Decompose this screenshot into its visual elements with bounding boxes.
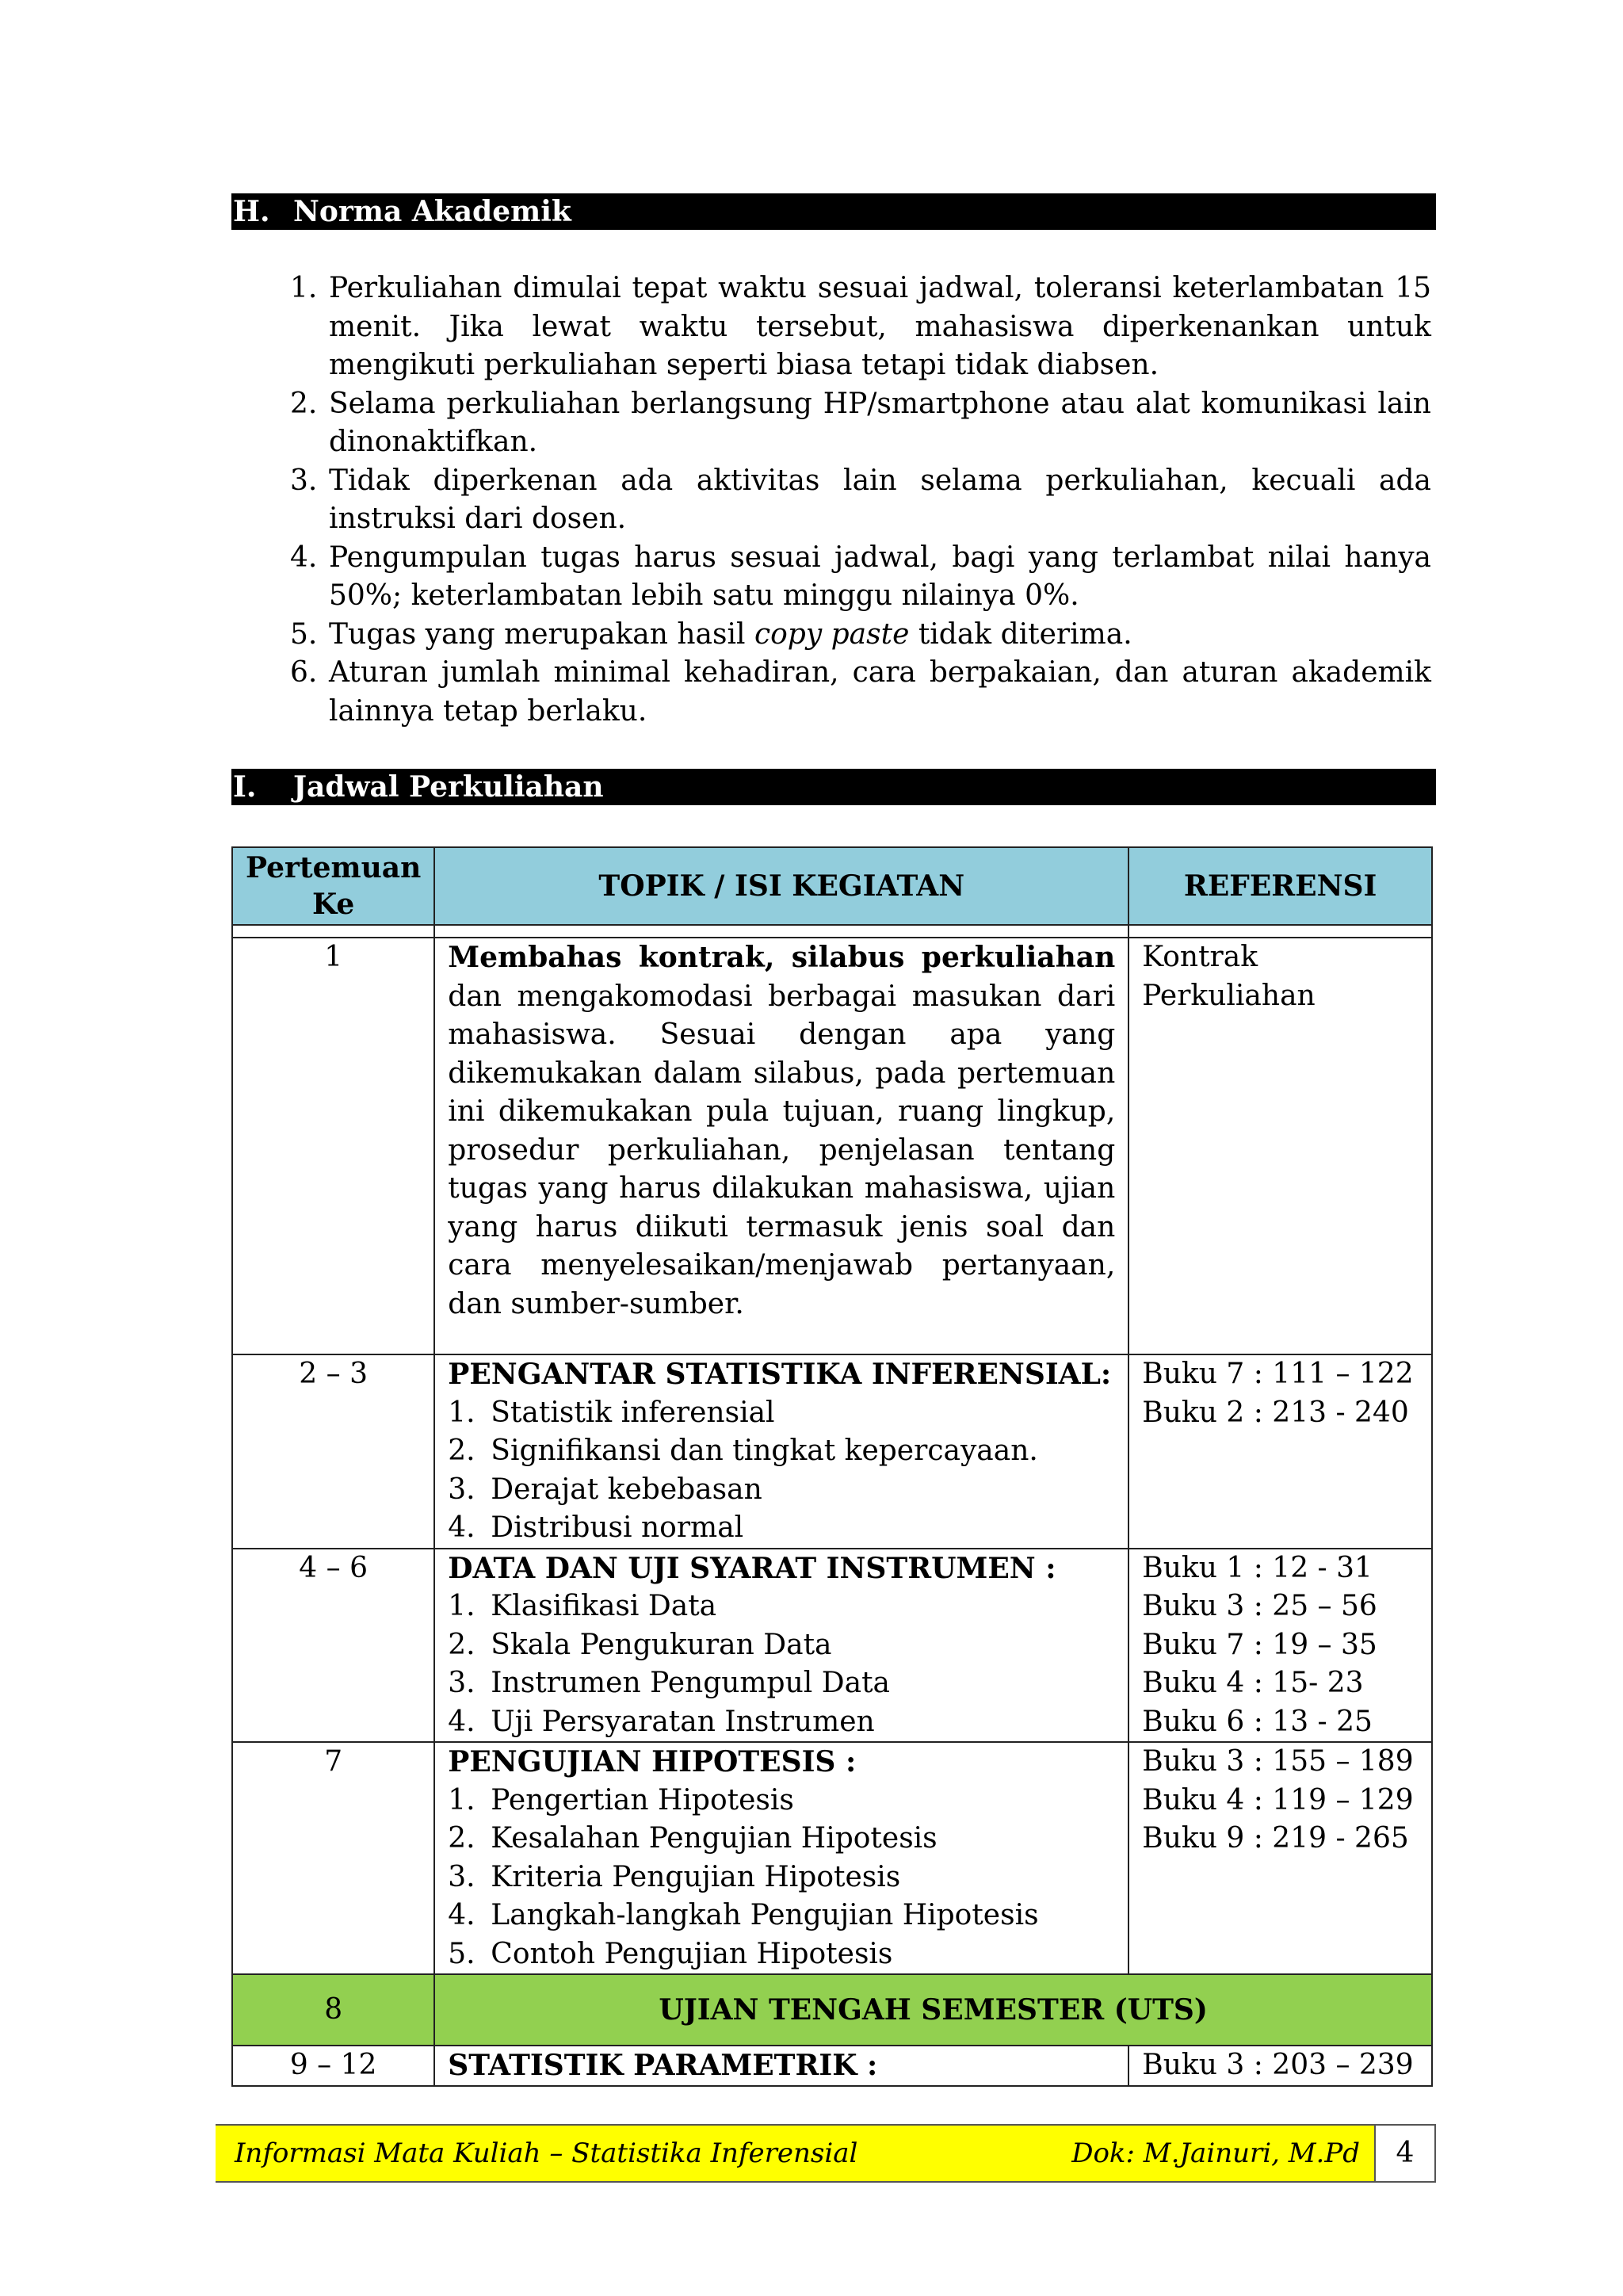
reference-cell: Kontrak Perkuliahan: [1128, 938, 1432, 1354]
list-item: [290, 654, 1431, 731]
list-item: [290, 462, 1431, 539]
section-heading-jadwal-perkuliahan: [231, 769, 1436, 805]
list-text: tidak diterima.: [909, 617, 1132, 651]
list-number: 1.: [290, 272, 318, 304]
list-item: 2. Skala Pengukuran Data: [448, 1628, 832, 1661]
list-text: Tidak diperkenan ada aktivitas lain selama perkuliahan, kecuali ada instruksi dari dosen.: [329, 464, 1431, 535]
list-text-italic: copy paste: [754, 617, 910, 651]
meeting-cell: 2 – 3: [232, 1354, 434, 1549]
page-number: 4: [1374, 2124, 1436, 2183]
page-footer: [216, 2124, 1436, 2183]
reference-item: Buku 3 : 155 – 189: [1142, 1745, 1414, 1778]
list-text: Aturan jumlah minimal kehadiran, cara berpakaian, dan aturan akademik lainnya tetap berlaku.: [329, 656, 1431, 728]
reference-item: Buku 3 : 25 – 56: [1142, 1590, 1377, 1622]
header-reference: REFERENSI: [1128, 847, 1432, 925]
list-item: 2. Kesalahan Pengujian Hipotesis: [448, 1822, 938, 1855]
section-heading-norma-akademik: [231, 193, 1436, 230]
footer-course-info: Informasi Mata Kuliah – Statistika Inferensial: [235, 2137, 858, 2169]
list-number: 2.: [290, 387, 318, 420]
reference-item: Buku 3 : 203 – 239: [1128, 2046, 1432, 2086]
reference-item: Buku 4 : 119 – 129: [1142, 1783, 1414, 1817]
reference-item: Buku 6 : 13 - 25: [1142, 1705, 1373, 1738]
topic-title: DATA DAN UJI SYARAT INSTRUMEN :: [448, 1551, 1056, 1585]
footer-band: [216, 2124, 1374, 2183]
meeting-cell: 7: [232, 1742, 434, 1974]
reference-item: Buku 7 : 19 – 35: [1142, 1628, 1377, 1661]
topic-title: STATISTIK PARAMETRIK :: [434, 2046, 1128, 2086]
list-text: Tugas yang merupakan hasil: [329, 617, 754, 651]
list-number: 5.: [290, 617, 318, 651]
meeting-cell: 8: [232, 1974, 434, 2046]
table-spacer-row: [232, 925, 1432, 938]
list-item: 1. Klasifikasi Data: [448, 1590, 717, 1622]
list-item: 4. Distribusi normal: [448, 1511, 744, 1544]
norma-list: [290, 269, 1431, 731]
list-item: 3. Derajat kebebasan: [448, 1473, 762, 1506]
topic-title: PENGUJIAN HIPOTESIS :: [448, 1745, 857, 1778]
table-row: [232, 1742, 1432, 1974]
header-meeting: Pertemuan Ke: [232, 847, 434, 925]
topic-cell: [434, 1549, 1128, 1743]
topic-cell: [434, 1354, 1128, 1549]
section-letter: I.: [233, 770, 257, 804]
list-number: 4.: [290, 541, 318, 574]
header-topic: TOPIK / ISI KEGIATAN: [434, 847, 1128, 925]
footer-author: Dok: M.Jainuri, M.Pd: [1071, 2137, 1360, 2169]
table-row: [232, 2046, 1432, 2086]
list-text: Perkuliahan dimulai tepat waktu sesuai jadwal, toleransi keterlambatan 15 menit. Jika lewat waktu tersebut, mahasiswa diperkenankan untuk mengikuti perkuliahan seperti biasa tetapi tidak diabsen.: [329, 272, 1431, 381]
list-item: [290, 539, 1431, 616]
reference-item: Buku 2 : 213 - 240: [1142, 1396, 1409, 1429]
table-row: [232, 938, 1432, 1354]
reference-cell: [1128, 1354, 1432, 1549]
list-item: 5. Contoh Pengujian Hipotesis: [448, 1937, 893, 1970]
topic-title: Membahas kontrak, silabus perkuliahan: [448, 941, 1116, 974]
topic-sublist: [448, 1782, 1115, 1974]
list-item: 1. Pengertian Hipotesis: [448, 1783, 794, 1817]
list-item: 4. Langkah-langkah Pengujian Hipotesis: [448, 1899, 1039, 1931]
list-item: 3. Kriteria Pengujian Hipotesis: [448, 1860, 901, 1893]
list-item: 3. Instrumen Pengumpul Data: [448, 1667, 890, 1699]
topic-cell: [434, 1742, 1128, 1974]
topic-sublist: [448, 1394, 1115, 1548]
list-item: 1. Statistik inferensial: [448, 1396, 775, 1429]
reference-cell: [1128, 1742, 1432, 1974]
list-text: Pengumpulan tugas harus sesuai jadwal, bagi yang terlambat nilai hanya 50%; keterlambatan lebih satu minggu nilainya 0%.: [329, 541, 1431, 612]
list-item: [290, 385, 1431, 462]
list-item: [290, 616, 1431, 655]
schedule-table: [231, 846, 1433, 2087]
section-title: Norma Akademik: [293, 195, 571, 228]
list-text: Selama perkuliahan berlangsung HP/smartphone atau alat komunikasi lain dinonaktifkan.: [329, 387, 1431, 458]
reference-item: Buku 4 : 15- 23: [1142, 1667, 1364, 1699]
topic-cell: [434, 938, 1128, 1354]
list-number: 3.: [290, 464, 318, 497]
list-item: 2. Signifikansi dan tingkat kepercayaan.: [448, 1435, 1038, 1467]
list-number: 6.: [290, 656, 318, 689]
table-row-uts: [232, 1974, 1432, 2046]
topic-sublist: [448, 1587, 1115, 1741]
meeting-cell: 4 – 6: [232, 1549, 434, 1743]
section-letter: H.: [233, 195, 270, 228]
reference-item: Buku 1 : 12 - 31: [1142, 1551, 1373, 1584]
meeting-cell: 9 – 12: [232, 2046, 434, 2086]
list-item: [290, 269, 1431, 385]
topic-title: PENGANTAR STATISTIKA INFERENSIAL:: [448, 1358, 1112, 1391]
section-title: Jadwal Perkuliahan: [293, 770, 604, 804]
reference-item: Buku 9 : 219 - 265: [1142, 1822, 1409, 1855]
reference-cell: [1128, 1549, 1432, 1743]
topic-description: dan mengakomodasi berbagai masukan dari mahasiswa. Sesuai dengan apa yang dikemukakan dalam silabus, pada pertemuan ini dikemukakan pula tujuan, ruang lingkup, prosedur perkuliahan, penjelasan tentang tugas yang harus dilakukan mahasiswa, ujian yang harus diikuti termasuk jenis soal dan cara menyelesaikan/menjawab pertanyaan, dan sumber-sumber.: [448, 980, 1116, 1320]
table-row: [232, 1354, 1432, 1549]
uts-title: UJIAN TENGAH SEMESTER (UTS): [434, 1974, 1432, 2046]
meeting-cell: 1: [232, 938, 434, 1354]
table-row: [232, 1549, 1432, 1743]
reference-item: Buku 7 : 111 – 122: [1142, 1358, 1414, 1390]
table-header-row: [232, 847, 1432, 925]
list-item: 4. Uji Persyaratan Instrumen: [448, 1705, 875, 1738]
